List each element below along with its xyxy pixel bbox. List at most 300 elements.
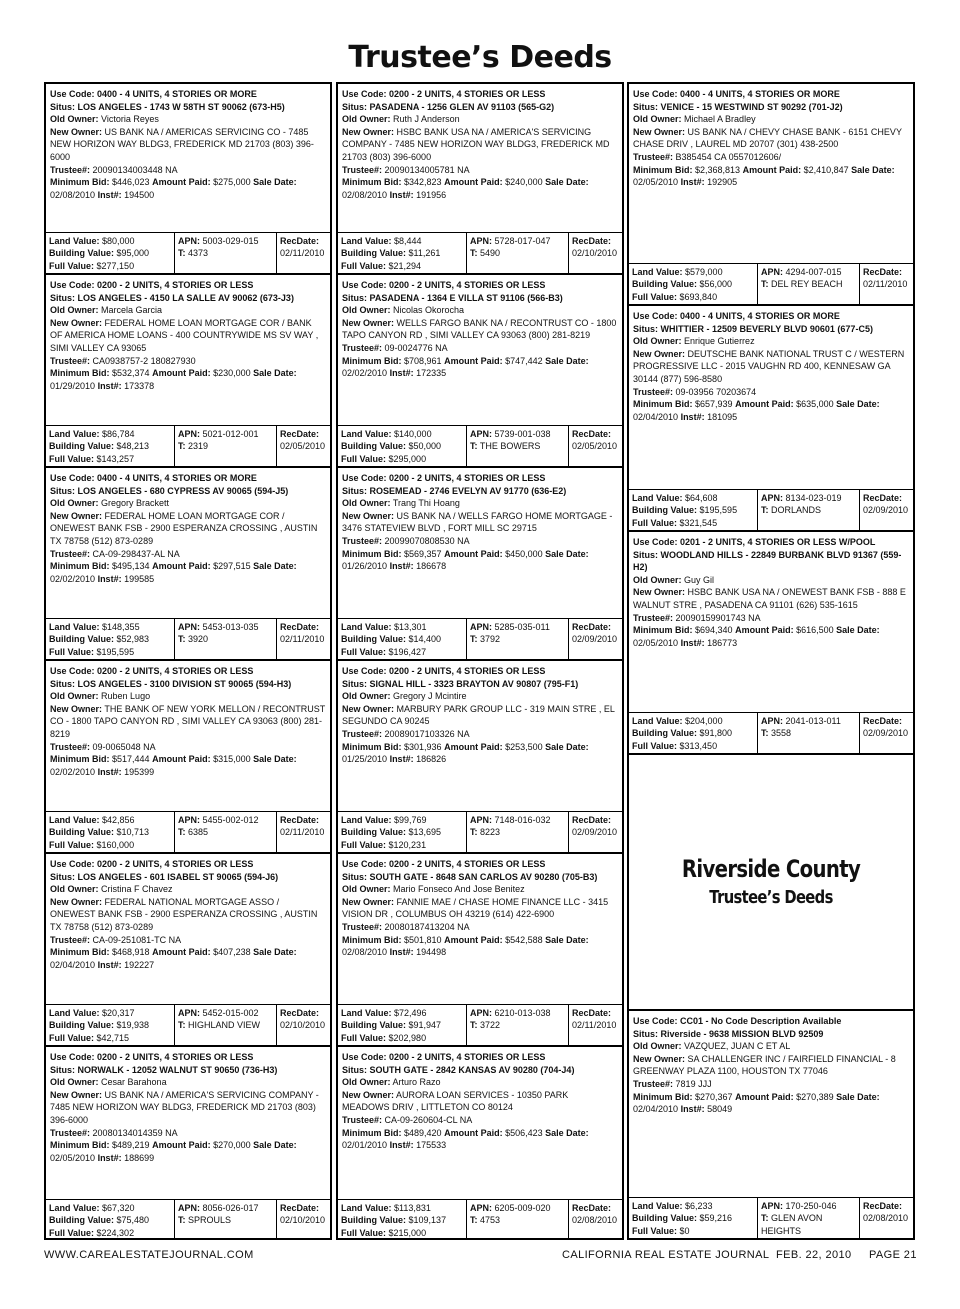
field-label: Situs: [633,101,659,112]
sale-date-value: 02/08/2010 [50,189,96,200]
field-label: Minimum Bid: [50,177,110,188]
field-label: Old Owner: [50,305,99,316]
min-bid-value: $532,374 [112,368,150,379]
field-label: RecDate: [863,716,903,726]
value-grid [46,1199,330,1240]
value-cell [338,1200,466,1240]
inst-value: 175533 [416,1140,447,1151]
inst-value: 186678 [416,561,447,572]
use-code-value: 0200 - 2 UNITS, 4 STORIES OR LESS [97,280,254,290]
value-cell [46,1005,174,1045]
apn-cell [466,1005,568,1045]
old-owner-value: Cesar Barahona [101,1077,167,1088]
recdate-cell [568,1005,622,1045]
building-value: $11,261 [408,248,441,259]
apn-cell [466,619,568,659]
field-label: Sale Date: [545,548,589,559]
field-label: Situs: [342,678,368,689]
field-label: Use Code: [342,666,387,676]
value-cell [629,490,757,530]
amount-paid-value: $270,389 [796,1091,834,1102]
field-label: Use Code: [633,89,678,99]
apn-cell [757,490,859,530]
record-text [46,275,330,392]
column-1 [44,82,332,1240]
field-label: Sale Date: [836,625,880,636]
land-value: $6,233 [685,1201,713,1211]
field-label: Full Value: [49,646,95,657]
old-owner-value: Enrique Gutierrez [684,336,755,347]
inst-value: 173378 [124,380,155,391]
old-owner-value: Trang Thi Hoang [392,498,460,509]
apn-cell [466,1200,568,1240]
situs-value: LOS ANGELES - 1743 W 58TH ST 90062 (673-H5) [77,101,285,112]
use-code-value: 0200 - 2 UNITS, 4 STORIES OR LESS [389,280,546,290]
apn-value: 5455-002-012 [202,815,259,825]
field-label: Sale Date: [836,1091,880,1102]
building-value: $10,713 [116,827,150,838]
apn-cell [757,713,859,753]
situs-value: Riverside - 9638 MISSION BLVD 92509 [660,1028,824,1039]
situs-value: SOUTH GATE - 8648 SAN CARLOS AV 90280 (705-B3) [369,871,598,882]
value-cell [338,619,466,659]
sale-date-value: 02/02/2010 [342,368,388,379]
field-label: Building Value: [632,505,698,516]
inst-value: 191956 [416,189,447,200]
apn-cell [757,264,859,304]
field-label: Inst#: [389,561,414,572]
field-label: Land Value: [341,815,392,825]
field-label: Use Code: [50,859,95,869]
new-owner-value: FEDERAL HOME LOAN MORTGAGE COR / BANK OF AMERICA HOME LOANS - 400 COUNTRYWIDE MS SV WAY , SIMI VALLEY CA 93065 [50,317,319,353]
field-label: Situs: [633,549,659,560]
field-label: APN: [761,493,783,503]
deed-record [338,468,622,661]
deed-record [629,532,913,755]
field-label: RecDate: [280,236,320,246]
trustee-value: 20090159901743 NA [675,612,761,623]
field-label: Sale Date: [545,177,589,188]
value-cell [46,812,174,852]
value-cell [46,619,174,659]
recdate-value: 02/10/2010 [280,1215,326,1226]
apn-value: 7148-016-032 [494,815,551,825]
field-label: Inst#: [389,368,414,379]
land-value: $148,355 [102,622,140,632]
use-code-value: 0201 - 2 UNITS, 4 STORIES OR LESS W/POOL [680,537,876,547]
min-bid-value: $270,367 [695,1091,733,1102]
trustee-value: 09-0024776 NA [384,342,448,353]
field-label: Full Value: [341,839,387,850]
field-label: RecDate: [572,429,612,439]
field-label: Use Code: [633,311,678,321]
full-value: $313,450 [679,740,718,751]
record-text [629,84,913,189]
apn-cell [174,812,276,852]
field-label: Situs: [342,292,368,303]
field-label: Trustee#: [50,548,91,559]
field-label: Land Value: [632,267,683,277]
full-value: $196,427 [388,646,427,657]
amount-paid-value: $506,423 [505,1127,543,1138]
field-label: Land Value: [632,1201,683,1211]
old-owner-value: Ruth J Anderson [393,114,460,125]
field-label: APN: [178,1203,200,1213]
field-label: New Owner: [342,896,395,907]
field-label: APN: [178,815,200,825]
field-label: Trustee#: [633,386,674,397]
value-grid [46,618,330,659]
situs-value: NORWALK - 12052 WALNUT ST 90650 (736-H3) [77,1064,278,1075]
field-label: Land Value: [49,815,100,825]
field-label: Use Code: [633,537,678,547]
inst-value: 192227 [124,959,155,970]
apn-cell [174,233,276,273]
field-label: Situs: [50,101,76,112]
deed-record [338,1047,622,1240]
inst-value: 194498 [416,947,447,958]
field-label: Minimum Bid: [342,548,402,559]
deed-record [629,306,913,532]
inst-value: 186773 [707,637,738,648]
use-code-value: 0200 - 2 UNITS, 4 STORIES OR LESS [389,89,546,99]
recdate-value: 02/09/2010 [863,505,909,516]
field-label: Old Owner: [342,1077,391,1088]
new-owner-value: THE BANK OF NEW YORK MELLON / RECONTRUST CO - 1800 TAPO CANYON RD , SIMI VALLEY CA 93063 (800) 281-8219 [50,703,326,739]
field-label: Sale Date: [545,741,589,752]
land-value: $204,000 [685,716,723,726]
field-label: New Owner: [342,1089,395,1100]
field-label: Trustee#: [50,1127,91,1138]
apn-cell [466,233,568,273]
footer-website[interactable]: WWW.CAREALESTATEJOURNAL.COM [44,1249,254,1261]
land-value: $67,320 [102,1203,135,1213]
recdate-value: 02/09/2010 [572,827,618,838]
new-owner-value: MARBURY PARK GROUP LLC - 319 MAIN STRE , EL SEGUNDO CA 90245 [342,703,615,727]
field-label: Inst#: [97,189,122,200]
field-label: Minimum Bid: [50,561,110,572]
min-bid-value: $489,420 [404,1127,442,1138]
field-label: Inst#: [389,754,414,765]
situs-value: PASADENA - 1256 GLEN AV 91103 (565-G2) [369,101,555,112]
field-label: RecDate: [572,236,612,246]
value-cell [338,1005,466,1045]
field-label: RecDate: [863,493,903,503]
deed-record [338,854,622,1047]
field-label: Building Value: [341,441,407,452]
full-value: $295,000 [388,453,427,464]
field-label: Inst#: [680,411,705,422]
t-value: 3792 [480,634,501,645]
inst-value: 58049 [707,1104,733,1115]
field-label: Old Owner: [50,691,99,702]
value-cell [629,264,757,304]
record-text [629,532,913,649]
apn-value: 6205-009-020 [494,1203,551,1213]
new-owner-value: US BANK NA / WELLS FARGO HOME MORTGAGE - 3476 STATEVIEW BLVD , FORT MILL SC 29715 [342,510,613,534]
amount-paid-value: $315,000 [213,754,251,765]
section-title: Riverside County [681,855,861,883]
recdate-value: 02/08/2010 [863,1213,909,1224]
amount-paid-value: $450,000 [505,548,543,559]
field-label: Amount Paid: [444,355,503,366]
t-value: SPROULS [188,1215,232,1226]
apn-value: 170-250-046 [785,1201,837,1211]
field-label: Use Code: [633,1016,678,1026]
use-code-value: 0400 - 4 UNITS, 4 STORIES OR MORE [97,89,257,99]
deed-record [46,84,330,275]
apn-value: 4294-007-015 [785,267,842,277]
value-grid [46,425,330,466]
trustee-value: CA-09-260604-CL NA [384,1114,473,1125]
building-value: $52,983 [116,634,150,645]
field-label: APN: [178,429,200,439]
field-label: Old Owner: [50,114,99,125]
min-bid-value: $708,961 [404,355,442,366]
record-text [338,275,622,380]
amount-paid-value: $253,500 [505,741,543,752]
field-label: RecDate: [280,1008,320,1018]
field-label: New Owner: [50,317,103,328]
field-label: Land Value: [49,1203,100,1213]
field-label: Trustee#: [633,612,674,623]
value-grid [46,1004,330,1045]
record-text [629,306,913,423]
sale-date-value: 02/08/2010 [342,947,388,958]
field-label: Use Code: [342,1052,387,1062]
amount-paid-value: $297,515 [213,561,251,572]
field-label: Sale Date: [253,1140,297,1151]
recdate-value: 02/09/2010 [572,634,618,645]
field-label: Use Code: [50,280,95,290]
field-label: T: [178,1020,186,1031]
page-title: Trustee’s Deeds [348,40,612,75]
situs-value: LOS ANGELES - 3100 DIVISION ST 90065 (594-H3) [77,678,292,689]
use-code-value: 0200 - 2 UNITS, 4 STORIES OR LESS [389,1052,546,1062]
trustee-value: 20080134014359 NA [92,1127,178,1138]
field-label: Building Value: [632,1213,698,1224]
trustee-value: 20090134003448 NA [92,164,178,175]
record-text [46,854,330,971]
field-label: Use Code: [342,89,387,99]
field-label: New Owner: [50,1089,103,1100]
min-bid-value: $446,023 [112,177,150,188]
field-label: Building Value: [49,441,115,452]
recdate-value: 02/11/2010 [280,634,325,645]
new-owner-value: AURORA LOAN SERVICES - 10350 PARK MEADOWS DRIV , LITTLETON CO 80124 [342,1089,569,1113]
deed-record [46,661,330,854]
use-code-value: 0200 - 2 UNITS, 4 STORIES OR LESS [97,859,254,869]
field-label: Land Value: [632,493,683,503]
recdate-cell [859,1198,913,1238]
situs-value: LOS ANGELES - 601 ISABEL ST 90065 (594-J6) [77,871,279,882]
field-label: Land Value: [341,429,392,439]
apn-value: 5003-029-015 [202,236,259,246]
recdate-cell [276,233,330,273]
land-value: $8,444 [394,236,422,246]
field-label: Building Value: [49,634,115,645]
record-text [629,1011,913,1116]
deed-record [629,84,913,306]
field-label: Building Value: [341,1215,407,1226]
full-value: $215,000 [388,1227,427,1238]
field-label: Use Code: [50,89,95,99]
full-value: $42,715 [96,1032,130,1043]
land-value: $113,831 [394,1203,431,1213]
land-value: $86,784 [102,429,135,439]
field-label: T: [178,827,186,838]
old-owner-value: Gregory Brackett [101,498,170,509]
record-text [46,1047,330,1164]
recdate-cell [859,713,913,753]
new-owner-value: FANNIE MAE / CHASE HOME FINANCE LLC - 3415 VISION DR , COLUMBUS OH 43219 (614) 422-6900 [342,896,609,920]
field-label: Building Value: [341,248,407,259]
value-grid [629,1197,913,1238]
recdate-value: 02/11/2010 [280,248,325,259]
use-code-value: 0400 - 4 UNITS, 4 STORIES OR MORE [97,473,257,483]
recdate-value: 02/11/2010 [863,279,908,290]
trustee-value: CA-09-251081-TC NA [92,934,182,945]
field-label: Old Owner: [342,884,391,895]
old-owner-value: Michael A Bradley [684,114,756,125]
t-value: 2319 [188,441,209,452]
field-label: Situs: [633,1028,659,1039]
field-label: Old Owner: [633,1041,682,1052]
field-label: Minimum Bid: [50,754,110,765]
inst-value: 192905 [707,177,738,188]
recdate-value: 02/11/2010 [280,827,325,838]
land-value: $72,496 [394,1008,427,1018]
recdate-cell [276,812,330,852]
field-label: Full Value: [341,260,387,271]
field-label: Land Value: [49,236,100,246]
old-owner-value: Marcela Garcia [101,305,163,316]
riverside-heading [629,755,913,1011]
field-label: APN: [470,815,492,825]
land-value: $80,000 [102,236,135,246]
field-label: APN: [470,1203,492,1213]
field-label: New Owner: [633,126,686,137]
land-value: $64,608 [685,493,718,503]
building-value: $195,595 [699,505,738,516]
situs-value: PASADENA - 1364 E VILLA ST 91106 (566-B3) [369,292,563,303]
field-label: Inst#: [97,380,122,391]
field-label: RecDate: [572,1203,612,1213]
apn-value: 5021-012-001 [202,429,259,439]
field-label: T: [470,1020,478,1031]
field-label: Full Value: [49,260,95,271]
building-value: $91,800 [699,728,733,739]
deed-record [46,854,330,1047]
field-label: Land Value: [341,1203,392,1213]
field-label: Sale Date: [836,399,880,410]
sale-date-value: 02/02/2010 [50,766,96,777]
field-label: Old Owner: [342,114,391,125]
field-label: Minimum Bid: [633,164,693,175]
min-bid-value: $489,219 [112,1140,150,1151]
field-label: Minimum Bid: [342,355,402,366]
t-value: 3558 [771,728,792,739]
field-label: Use Code: [50,473,95,483]
building-value: $109,137 [408,1215,447,1226]
field-label: Inst#: [680,1104,705,1115]
inst-value: 188699 [124,1152,155,1163]
apn-value: 5285-035-011 [494,622,550,632]
t-value: 3920 [188,634,209,645]
trustee-value: CA-09-298437-AL NA [92,548,180,559]
record-text [338,1047,622,1152]
sale-date-value: 02/05/2010 [633,637,679,648]
footer-date: FEB. 22, 2010 [776,1249,852,1261]
field-label: Situs: [50,485,76,496]
field-label: Old Owner: [342,498,391,509]
apn-value: 5728-017-047 [494,236,551,246]
field-label: Sale Date: [851,164,895,175]
field-label: Amount Paid: [152,1140,211,1151]
field-label: Trustee#: [342,164,383,175]
field-label: Minimum Bid: [50,368,110,379]
field-label: Minimum Bid: [342,741,402,752]
field-label: Minimum Bid: [342,177,402,188]
field-label: Minimum Bid: [50,1140,110,1151]
min-bid-value: $301,936 [404,741,442,752]
field-label: Amount Paid: [735,1091,794,1102]
value-grid [629,712,913,753]
field-label: Sale Date: [545,355,589,366]
value-grid [338,1004,622,1045]
value-grid [46,232,330,273]
amount-paid-value: $270,000 [213,1140,251,1151]
use-code-value: 0400 - 4 UNITS, 4 STORIES OR MORE [680,311,840,321]
amount-paid-value: $747,442 [505,355,543,366]
field-label: APN: [470,1008,492,1018]
land-value: $99,769 [394,815,427,825]
amount-paid-value: $230,000 [213,368,251,379]
value-cell [629,713,757,753]
value-cell [46,233,174,273]
new-owner-value: SA CHALLENGER INC / FAIRFIELD FINANCIAL - 8 GREENWAY PLAZA 1100, HOUSTON TX 77046 [633,1053,896,1077]
field-label: Sale Date: [253,754,297,765]
field-label: APN: [470,429,492,439]
field-label: APN: [761,1201,783,1211]
sale-date-value: 02/01/2010 [342,1140,388,1151]
field-label: New Owner: [342,510,395,521]
field-label: Full Value: [632,517,678,528]
field-label: APN: [761,267,783,277]
new-owner-value: WELLS FARGO BANK NA / RECONTRUST CO - 1800 TAPO CANYON RD , SIMI VALLEY CA 93063 (800) 281-8219 [342,317,617,341]
field-label: Amount Paid: [444,934,503,945]
old-owner-value: Ruben Lugo [101,691,151,702]
field-label: Full Value: [341,1227,387,1238]
deed-record [46,1047,330,1240]
sale-date-value: 01/26/2010 [342,561,388,572]
trustee-value: 20099070808530 NA [384,535,470,546]
column-2 [336,82,624,1240]
old-owner-value: Gregory J Mcintire [393,691,467,702]
t-value: 4753 [480,1215,501,1226]
apn-cell [757,1198,859,1238]
field-label: Minimum Bid: [633,399,693,410]
t-value: THE BOWERS [479,441,541,452]
full-value: $195,595 [96,646,135,657]
field-label: T: [470,634,478,645]
field-label: Sale Date: [253,947,297,958]
deed-record [338,84,622,275]
value-cell [338,812,466,852]
record-text [338,661,622,766]
field-label: T: [470,441,478,452]
building-value: $13,695 [408,827,442,838]
